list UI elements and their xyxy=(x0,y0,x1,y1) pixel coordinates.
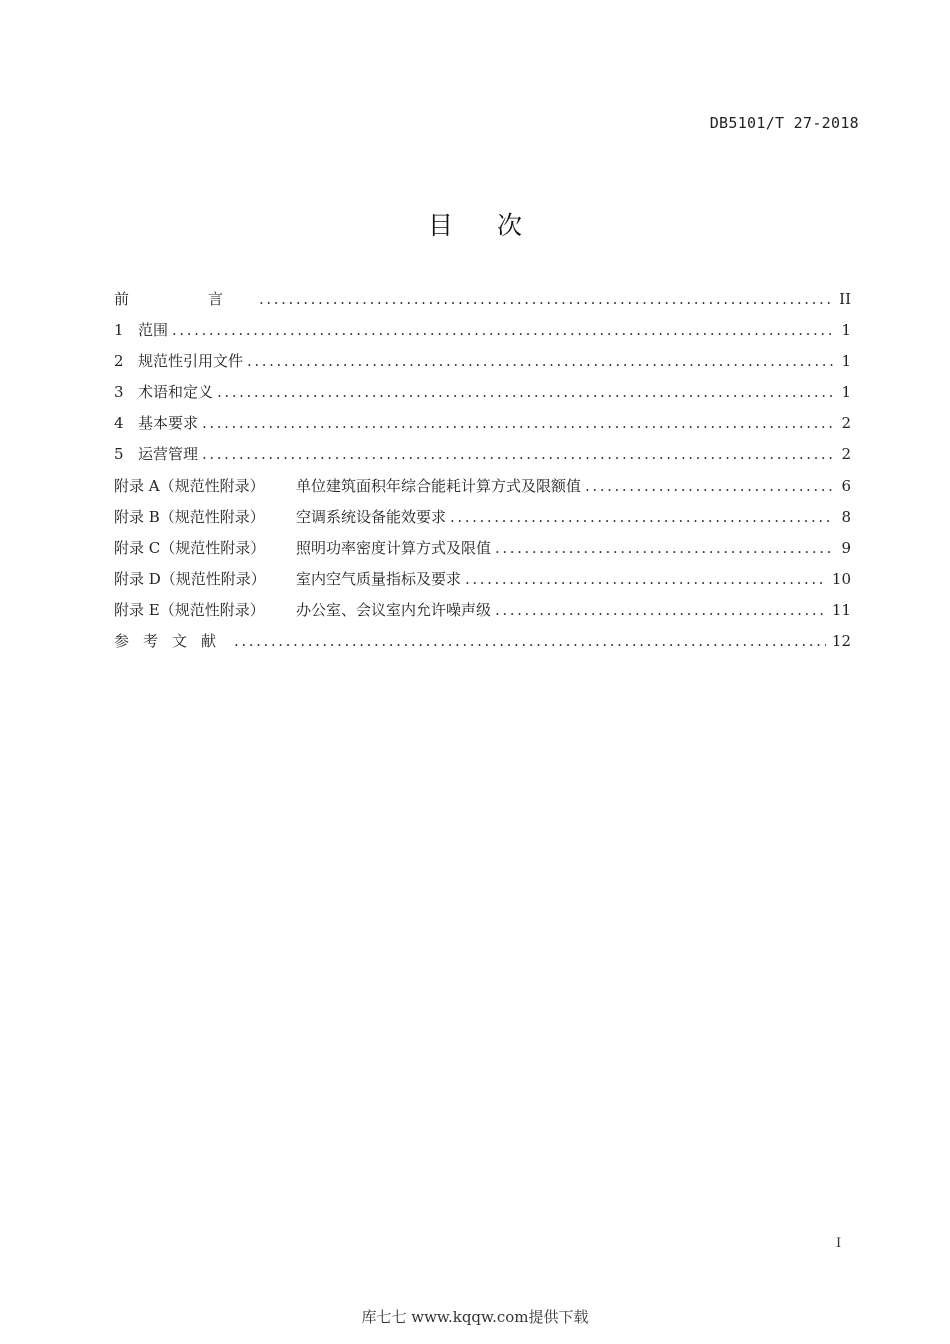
toc-leader-dots xyxy=(172,315,833,346)
toc-leader-dots xyxy=(495,533,833,564)
annex-tag: 附录 D（规范性附录） xyxy=(114,569,266,588)
toc-entry-page: II xyxy=(839,290,851,308)
page-number: I xyxy=(836,1236,842,1251)
toc-entry-label xyxy=(114,439,198,470)
toc-leader-dots xyxy=(247,346,833,377)
toc-entry-page: 1 xyxy=(841,352,851,371)
toc-entry-4[interactable] xyxy=(114,408,851,439)
toc-entry-annex-d[interactable] xyxy=(114,564,851,595)
table-of-contents xyxy=(114,284,851,657)
toc-entry-title: 基本要求 xyxy=(138,414,199,433)
toc-entry-label xyxy=(114,595,491,626)
toc-entry-page: 2 xyxy=(841,445,851,464)
toc-entry-page: 2 xyxy=(841,414,851,433)
toc-entry-title: 单位建筑面积年综合能耗计算方式及限额值 xyxy=(296,476,582,495)
toc-entry-2[interactable] xyxy=(114,346,851,377)
toc-leader-dots xyxy=(202,439,833,470)
toc-entry-label xyxy=(114,346,243,377)
toc-entry-page: 6 xyxy=(841,476,851,495)
toc-entry-page: 1 xyxy=(841,321,851,340)
footer-credit: 库七七 www.kqqw.com提供下载 xyxy=(361,1308,589,1326)
toc-entry-number: 5 xyxy=(114,445,124,464)
annex-tag: 附录 B（规范性附录） xyxy=(114,507,265,526)
toc-entry-references[interactable] xyxy=(114,626,851,657)
toc-entry-page: 12 xyxy=(831,632,851,651)
page-title xyxy=(0,206,950,242)
toc-entry-label xyxy=(114,377,213,408)
toc-leader-dots xyxy=(495,595,826,626)
toc-entry-annex-c[interactable] xyxy=(114,533,851,564)
toc-entry-label xyxy=(114,533,491,564)
toc-entry-label xyxy=(114,315,168,346)
title-char-2: 次 xyxy=(497,211,523,240)
toc-entry-annex-e[interactable] xyxy=(114,595,851,626)
toc-entry-1[interactable] xyxy=(114,315,851,346)
toc-entry-3[interactable] xyxy=(114,377,851,408)
document-code: DB5101/T 27-2018 xyxy=(709,114,859,132)
toc-entry-page: 10 xyxy=(831,569,851,588)
toc-entry-label: 参考文献 xyxy=(114,632,231,651)
toc-entry-title: 办公室、会议室内允许噪声级 xyxy=(296,600,492,619)
annex-tag: 附录 C（规范性附录） xyxy=(114,538,266,557)
toc-leader-dots xyxy=(234,626,826,657)
toc-entry-page: 8 xyxy=(841,507,851,526)
toc-entry-title: 术语和定义 xyxy=(138,383,214,402)
toc-entry-title: 室内空气质量指标及要求 xyxy=(296,569,462,588)
toc-entry-5[interactable] xyxy=(114,439,851,470)
toc-entry-title: 照明功率密度计算方式及限值 xyxy=(296,538,492,557)
annex-tag: 附录 E（规范性附录） xyxy=(114,600,265,619)
toc-entry-number: 3 xyxy=(114,383,124,402)
toc-entry-label xyxy=(114,471,581,502)
toc-entry-title: 范围 xyxy=(138,321,169,340)
toc-entry-foreword[interactable] xyxy=(114,284,851,315)
toc-entry-page: 11 xyxy=(831,600,851,619)
toc-leader-dots xyxy=(259,284,833,315)
toc-leader-dots xyxy=(465,564,826,595)
toc-entry-label: 前 言 xyxy=(114,290,256,308)
toc-entry-title: 空调系统设备能效要求 xyxy=(296,507,447,526)
toc-entry-annex-a[interactable] xyxy=(114,471,851,502)
toc-entry-annex-b[interactable] xyxy=(114,502,851,533)
toc-entry-number: 4 xyxy=(114,414,124,433)
toc-leader-dots xyxy=(217,377,833,408)
toc-leader-dots xyxy=(585,471,833,502)
toc-entry-title: 运营管理 xyxy=(138,445,199,464)
toc-entry-page: 9 xyxy=(841,538,851,557)
annex-tag: 附录 A（规范性附录） xyxy=(114,476,265,495)
title-char-1: 目 xyxy=(427,211,453,240)
toc-entry-label xyxy=(114,564,461,595)
toc-entry-label xyxy=(114,408,198,439)
toc-entry-page: 1 xyxy=(841,383,851,402)
toc-leader-dots xyxy=(450,502,833,533)
toc-entry-number: 2 xyxy=(114,352,124,371)
toc-entry-title: 规范性引用文件 xyxy=(138,352,244,371)
toc-leader-dots xyxy=(202,408,833,439)
toc-entry-number: 1 xyxy=(114,321,124,340)
toc-entry-label xyxy=(114,502,446,533)
